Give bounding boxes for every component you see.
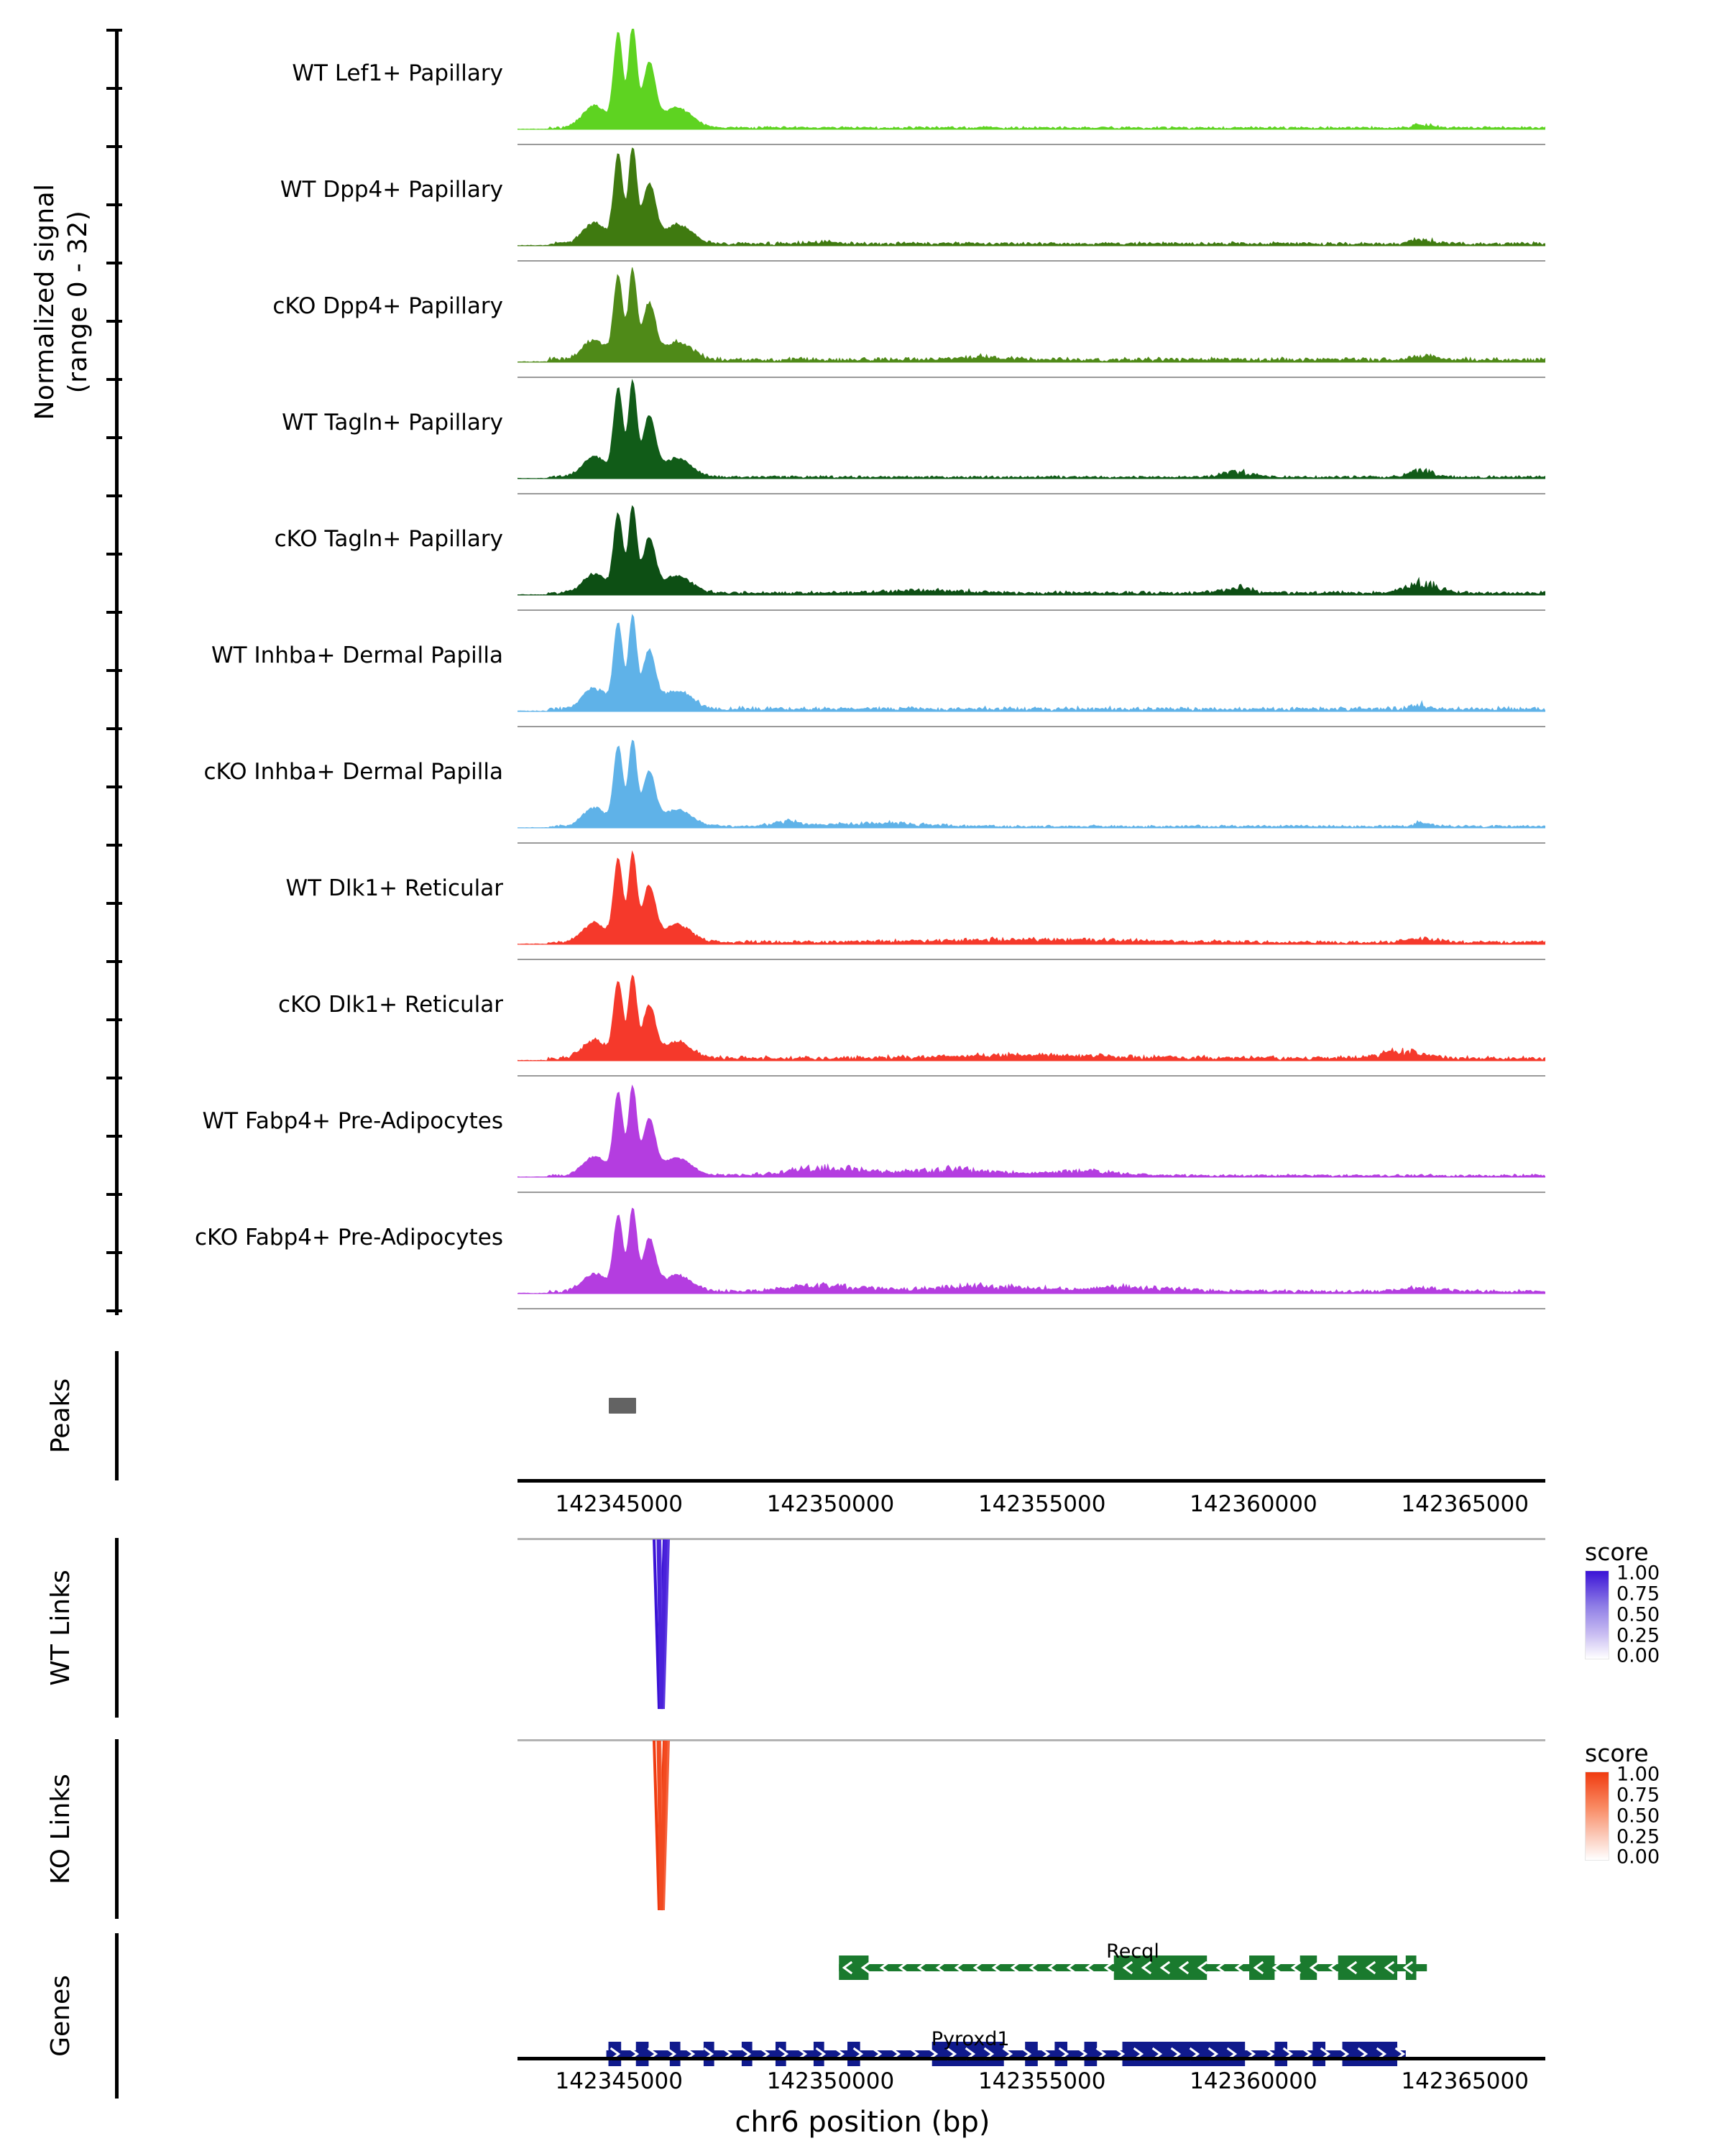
coverage-track-label: cKO Dlk1+ Reticular — [278, 992, 503, 1018]
wt-links-section-label: WT Links — [46, 1570, 75, 1686]
genome-axis-tick-label: 142360000 — [1190, 2068, 1317, 2094]
wt-legend-tick-2: 0.75 — [1616, 1583, 1660, 1606]
genome-axis-top — [518, 1479, 1545, 1483]
wt-links-legend-ticks — [1616, 1562, 1696, 1667]
ko-links-legend-ticks — [1616, 1763, 1696, 1869]
coverage-track — [115, 611, 1545, 727]
gene-label-pyroxd1: Pyroxd1 — [931, 2028, 1010, 2050]
coverage-track-label: WT Lef1+ Papillary — [292, 60, 503, 86]
coverage-track — [115, 1077, 1545, 1193]
peak-region — [609, 1398, 636, 1414]
coverage-track — [115, 727, 1545, 844]
coverage-track-plot — [518, 727, 1545, 844]
genome-axis-tick-label: 142365000 — [1401, 2068, 1529, 2094]
ko-legend-tick-4: 0.25 — [1616, 1825, 1660, 1848]
ko-links-legend-title: score — [1585, 1739, 1649, 1767]
genome-axis-tick-label: 142355000 — [978, 1491, 1106, 1517]
wt-legend-tick-4: 0.25 — [1616, 1624, 1660, 1647]
coverage-track-label: WT Fabp4+ Pre-Adipocytes — [202, 1108, 503, 1134]
ko-links-legend — [1585, 1739, 1696, 1869]
coverage-track — [115, 1193, 1545, 1309]
coverage-track — [115, 494, 1545, 611]
peaks-axis-line — [115, 1351, 119, 1480]
wt-legend-tick-1: 1.00 — [1616, 1562, 1660, 1585]
peaks-section-label: Peaks — [46, 1378, 75, 1454]
coverage-track-plot — [518, 494, 1545, 611]
ko-legend-tick-3: 0.50 — [1616, 1805, 1660, 1828]
coverage-track — [115, 844, 1545, 960]
gene-exon — [1312, 2042, 1325, 2066]
gene-exon — [847, 2042, 860, 2066]
coverage-track-plot — [518, 1077, 1545, 1193]
coverage-track-plot — [518, 378, 1545, 494]
gene-exon — [1406, 1955, 1417, 1980]
wt-links-legend — [1585, 1538, 1696, 1667]
genome-axis-tick-label: 142350000 — [766, 2068, 895, 2094]
coverage-track-label: WT Dlk1+ Reticular — [285, 875, 503, 901]
ko-legend-tick-2: 0.75 — [1616, 1784, 1660, 1807]
ko-legend-tick-5: 0.00 — [1616, 1846, 1660, 1869]
genome-axis-bottom — [518, 2057, 1545, 2060]
wt-legend-tick-5: 0.00 — [1616, 1644, 1660, 1667]
coverage-track-plot — [518, 145, 1545, 262]
coverage-track-plot — [518, 1193, 1545, 1309]
genes-section-label: Genes — [46, 1975, 75, 2057]
gene-exon — [1249, 1955, 1274, 1980]
genome-axis-tick-label: 142345000 — [555, 1491, 683, 1517]
coverage-track-label: cKO Inhba+ Dermal Papilla — [203, 759, 503, 785]
coverage-track-plot — [518, 262, 1545, 378]
ko-links-legend-colorbar — [1585, 1772, 1609, 1861]
coverage-track — [115, 145, 1545, 262]
y-axis-label-line2: (range 0 - 32) — [63, 210, 93, 394]
genome-axis-tick-label: 142360000 — [1190, 1491, 1317, 1517]
coverage-track — [115, 378, 1545, 494]
coverage-track-plot — [518, 844, 1545, 960]
ko-legend-tick-1: 1.00 — [1616, 1763, 1660, 1786]
genome-axis-tick-label: 142365000 — [1401, 1491, 1529, 1517]
coverage-track-plot — [518, 960, 1545, 1077]
ko-links-axis-line — [115, 1739, 119, 1919]
wt-legend-tick-3: 0.50 — [1616, 1603, 1660, 1626]
wt-links-legend-title: score — [1585, 1538, 1649, 1566]
genome-axis-tick-label: 142350000 — [766, 1491, 895, 1517]
coverage-track-plot — [518, 611, 1545, 727]
genome-axis-tick-label: 142345000 — [555, 2068, 683, 2094]
y-axis-label-line1: Normalized signal — [30, 183, 60, 420]
coverage-track-label: WT Dpp4+ Papillary — [280, 177, 503, 203]
wt-links-axis-line — [115, 1538, 119, 1718]
x-axis-title: chr6 position (bp) — [735, 2106, 990, 2139]
ko-links-section-label: KO Links — [46, 1774, 75, 1884]
gene-exon — [1343, 2042, 1398, 2066]
coverage-track-plot — [518, 29, 1545, 145]
coverage-track-baseline — [518, 1308, 1545, 1309]
coverage-track — [115, 262, 1545, 378]
wt-links-panel — [518, 1538, 1545, 1718]
wt-links-legend-colorbar — [1585, 1570, 1609, 1659]
gene-exon — [1274, 2042, 1287, 2066]
gene-label-recql: Recql — [1106, 1940, 1159, 1963]
coverage-track-label: WT Tagln+ Papillary — [282, 410, 503, 436]
coverage-track-label: cKO Fabp4+ Pre-Adipocytes — [195, 1225, 503, 1250]
y-axis-label — [29, 86, 95, 517]
coverage-track-label: cKO Dpp4+ Papillary — [272, 293, 503, 319]
coverage-track — [115, 29, 1545, 145]
gene-exon — [1300, 1955, 1317, 1980]
coverage-track-label: cKO Tagln+ Papillary — [274, 526, 503, 552]
coverage-axis-tick — [106, 1309, 122, 1312]
ko-links-panel — [518, 1739, 1545, 1919]
gene-exon — [776, 2042, 786, 2066]
coverage-track-label: WT Inhba+ Dermal Papilla — [211, 642, 503, 668]
coverage-track — [115, 960, 1545, 1077]
genome-axis-tick-label: 142355000 — [978, 2068, 1106, 2094]
